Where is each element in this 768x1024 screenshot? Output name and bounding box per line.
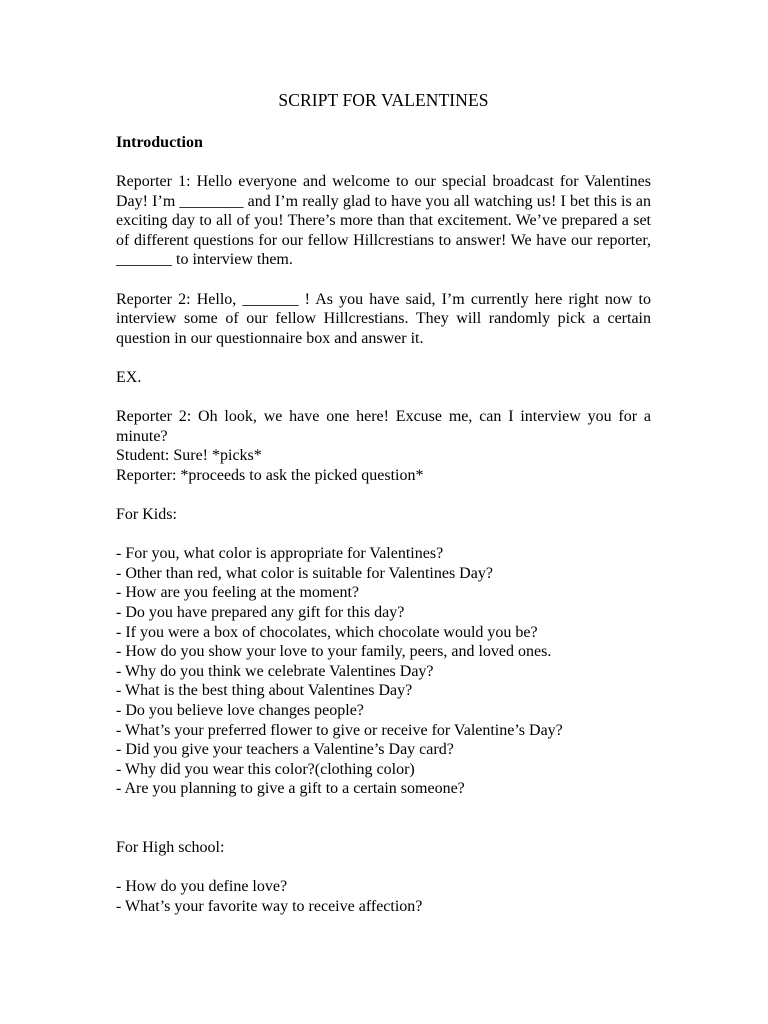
list-item: - Do you have prepared any gift for this day? (116, 604, 405, 622)
example-line: Reporter 2: Oh look, we have one here! Excuse me, can I interview you for a minute? (116, 408, 651, 445)
list-item: - Why do you think we celebrate Valentines Day? (116, 662, 434, 680)
example-line: Student: Sure! *picks* (116, 447, 262, 465)
list-item: - Are you planning to give a gift to a certain someone? (116, 780, 465, 798)
highschool-question-list (116, 877, 651, 916)
section-spacer (116, 799, 651, 838)
list-item: - How do you define love? (116, 878, 288, 896)
list-item: - How are you feeling at the moment? (116, 584, 360, 602)
list-item: - Why did you wear this color?(clothing color) (116, 760, 415, 778)
document-title: SCRIPT FOR VALENTINES (278, 90, 489, 110)
list-item: - What is the best thing about Valentines Day? (116, 682, 413, 700)
example-dialogue (116, 407, 651, 485)
list-item: - Did you give your teachers a Valentine’s Day card? (116, 741, 454, 759)
example-label: EX. (116, 368, 142, 386)
list-item: - If you were a box of chocolates, which chocolate would you be? (116, 623, 538, 641)
highschool-heading: For High school: (116, 839, 225, 857)
list-item: - Other than red, what color is suitable for Valentines Day? (116, 564, 493, 582)
list-item: - Do you believe love changes people? (116, 702, 364, 720)
list-item: - What’s your favorite way to receive affection? (116, 897, 423, 915)
kids-heading: For Kids: (116, 506, 177, 524)
list-item: - For you, what color is appropriate for Valentines? (116, 545, 444, 563)
list-item: - What’s your preferred flower to give or receive for Valentine’s Day? (116, 721, 563, 739)
example-line: Reporter: *proceeds to ask the picked question* (116, 466, 424, 484)
introduction-heading: Introduction (116, 134, 203, 151)
list-item: - How do you show your love to your family, peers, and loved ones. (116, 643, 552, 661)
kids-question-list (116, 544, 651, 799)
reporter1-intro-paragraph: Reporter 1: Hello everyone and welcome to our special broadcast for Valentines Day! I’m ________ and I’m really glad to have you all watching us! I bet this is an exciting day to all of you! There’s more than that excitement. We’ve prepared a set of different questions for our fellow Hillcrestians to answer! We have our reporter, _______ to interview them. (116, 173, 651, 269)
reporter2-intro-paragraph: Reporter 2: Hello, _______ ! As you have said, I’m currently here right now to interview some of our fellow Hillcrestians. They will randomly pick a certain question in our questionnaire box and answer it. (116, 290, 651, 347)
document-body (116, 88, 651, 917)
